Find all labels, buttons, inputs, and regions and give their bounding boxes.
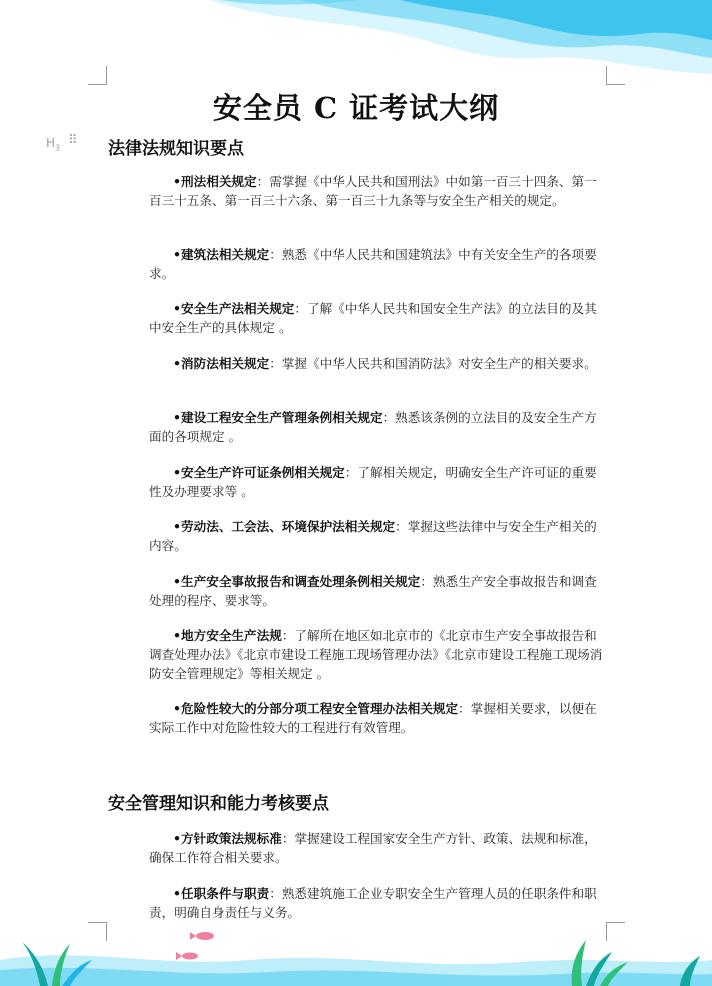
list-item [149,245,607,283]
item-text: ：掌握《中华人民共和国消防法》对安全生产的相关要求。 [269,356,597,371]
margin-corner-top-right [606,66,625,85]
item-text: ：熟悉生产安全事故报告和调查处理的程序、要求等。 [149,574,597,608]
item-text: ：熟悉《中华人民共和国建筑法》中有关安全生产的各项要求。 [149,247,597,281]
item-text: ：掌握这些法律中与安全生产相关的内容。 [149,519,597,553]
item-key: •建设工程安全生产管理条例相关规定 [173,410,383,425]
item-key: •刑法相关规定 [173,174,257,189]
item-text: ：熟悉建筑施工企业专职安全生产管理人员的任职条件和职责，明确自身责任与义务。 [149,886,597,920]
item-text: ：掌握建设工程国家安全生产方针、政策、法规和标准，确保工作符合相关要求。 [149,831,597,865]
list-item [149,354,607,373]
heading-level-indicator[interactable] [46,136,60,152]
section-title-management: 安全管理知识和能力考核要点 [108,794,329,814]
list-item [149,172,607,210]
item-text: ：掌握相关要求，以便在实际工作中对危险性较大的工程进行有效管理。 [149,701,597,735]
item-key: •生产安全事故报告和调查处理条例相关规定 [173,574,421,589]
list-item [149,626,607,683]
item-key: •安全生产许可证条例相关规定 [173,465,345,480]
item-key: •任职条件与职责 [173,886,270,901]
document-title: 安全员 C 证考试大纲 [212,91,500,125]
list-item [149,572,607,610]
item-text: ：需掌握《中华人民共和国刑法》中如第一百三十四条、第一百三十五条、第一百三十六条、第一百三十九条等与安全生产相关的规定。 [149,174,597,208]
item-key: •劳动法、工会法、环境保护法相关规定 [173,519,396,534]
item-key: •地方安全生产法规 [173,628,282,643]
heading-marker-letter: H [46,136,56,150]
item-key: •建筑法相关规定 [173,247,270,262]
margin-corner-top-left [88,66,107,85]
item-text: ：熟悉该条例的立法目的及安全生产方面的各项规定 。 [149,410,597,444]
drag-handle-icon[interactable]: ⠿ [68,133,78,148]
list-item [149,299,607,337]
list-item [149,463,607,501]
list-item [149,829,607,867]
item-key: •危险性较大的分部分项工程安全管理办法相关规定 [173,701,459,716]
item-key: •安全生产法相关规定 [173,301,295,316]
list-item [149,517,607,555]
item-text: ：了解相关规定，明确安全生产许可证的重要性及办理要求等 。 [149,465,597,499]
list-item [149,408,607,446]
section-title-laws: 法律法规知识要点 [108,139,244,159]
heading-marker-level: 3 [55,143,61,153]
item-key: •方针政策法规标准 [173,831,282,846]
item-key: •消防法相关规定 [173,356,270,371]
bottom-sea-decoration [0,916,712,986]
item-text: ：了解《中华人民共和国安全生产法》的立法目的及其中安全生产的具体规定 。 [149,301,597,335]
list-item [149,699,607,737]
item-text: ：了解所在地区如北京市的《北京市生产安全事故报告和调查处理办法》《北京市建设工程施工现场管理办法》《北京市建设工程施工现场消防安全管理规定》等相关规定 。 [149,628,603,681]
